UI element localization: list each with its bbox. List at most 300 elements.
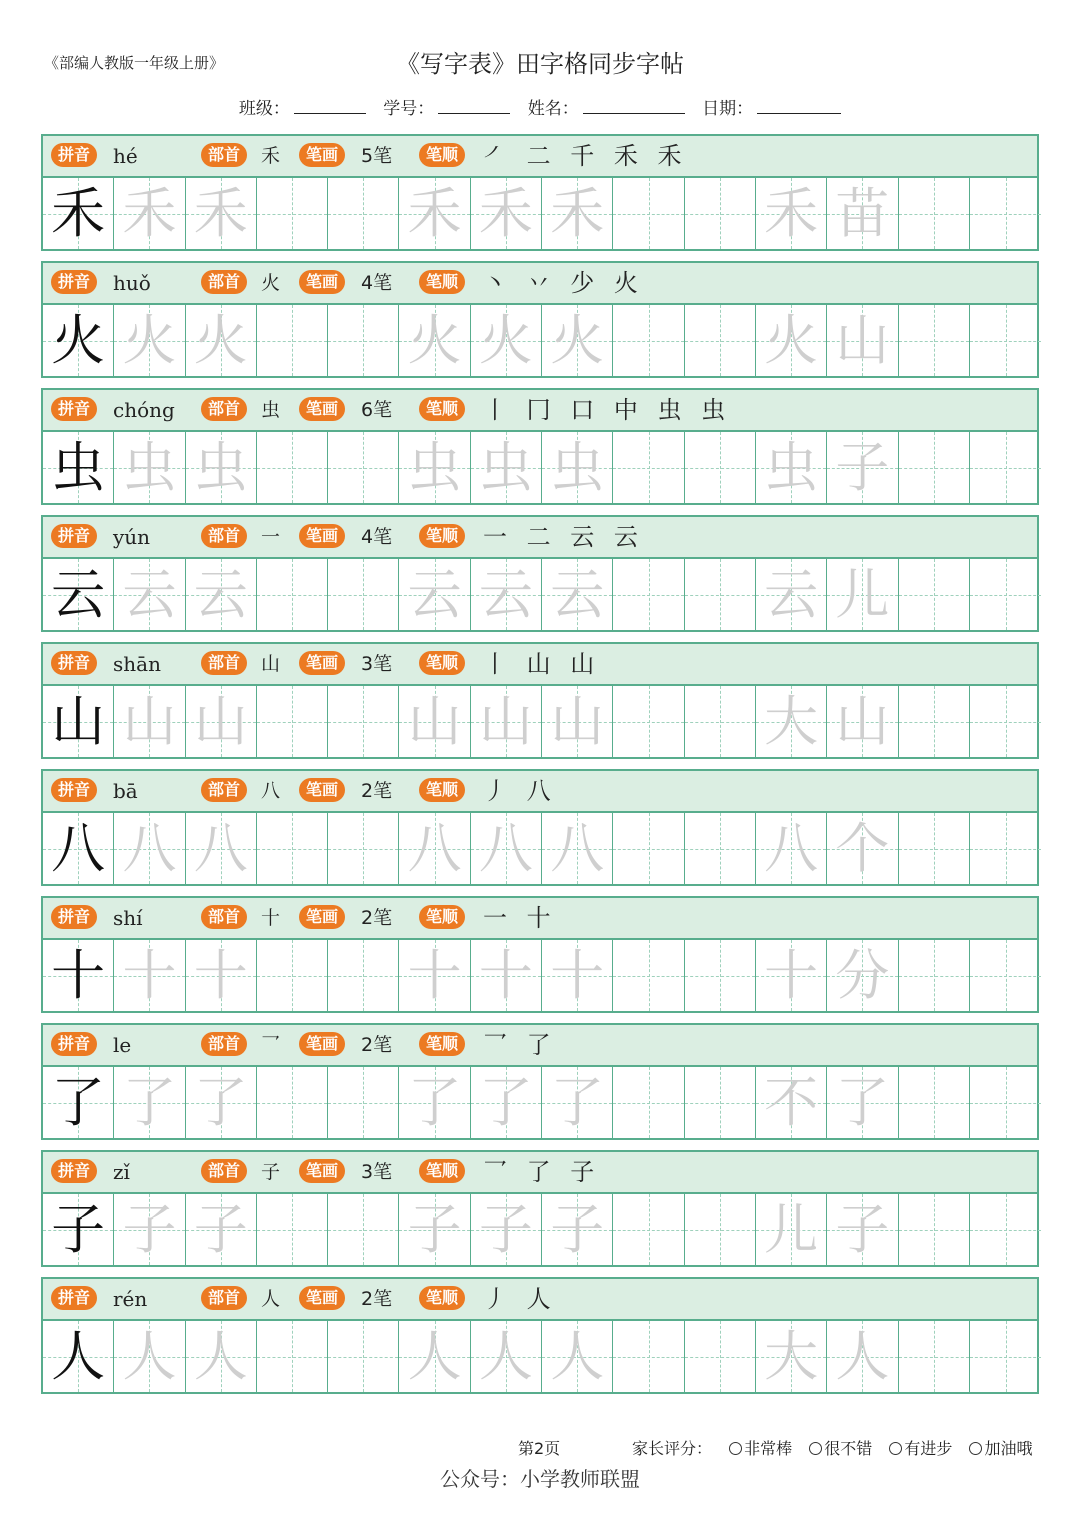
tian-grid-cell[interactable] — [186, 432, 257, 503]
tian-grid-cell[interactable] — [685, 559, 756, 630]
trace-character: 人 — [122, 1325, 177, 1388]
trace-character: 火 — [407, 309, 462, 372]
tian-grid-cell[interactable] — [827, 432, 898, 503]
page-title: 《写字表》田字格同步字帖 — [396, 50, 684, 78]
trace-character: 八 — [550, 817, 605, 880]
tian-grid-cell[interactable] — [613, 686, 684, 757]
tian-grid-cell[interactable] — [827, 1321, 898, 1392]
trace-character: 山 — [835, 690, 890, 753]
stroke-order-value: 丨 山 山 — [483, 650, 601, 678]
pinyin-badge: 拼音 — [51, 651, 97, 675]
trace-character: 山 — [407, 690, 462, 753]
radical-value: 虫 — [261, 399, 281, 421]
order-badge: 笔顺 — [419, 651, 465, 675]
writing-grid — [43, 559, 1037, 630]
tian-grid-cell[interactable] — [970, 813, 1041, 884]
tian-grid-cell[interactable] — [43, 305, 114, 376]
tian-grid-cell[interactable] — [970, 559, 1041, 630]
pinyin-value: rén — [113, 1287, 148, 1311]
strokes-badge: 笔画 — [299, 905, 345, 929]
writing-grid — [43, 813, 1037, 884]
tian-grid-cell[interactable] — [114, 305, 185, 376]
tian-grid-cell[interactable] — [756, 1067, 827, 1138]
strokes-badge: 笔画 — [299, 651, 345, 675]
tian-grid-cell[interactable] — [899, 305, 970, 376]
student-number-field[interactable] — [383, 94, 510, 119]
tian-grid-cell[interactable] — [114, 813, 185, 884]
parent-rating — [632, 1436, 1044, 1459]
trace-character: 云 — [478, 563, 533, 626]
radical-badge: 部首 — [201, 524, 247, 548]
pinyin-value: yún — [113, 525, 151, 549]
circle-icon — [889, 1442, 902, 1455]
tian-grid-cell[interactable] — [399, 305, 470, 376]
trace-character: 十 — [193, 944, 248, 1007]
tian-grid-cell[interactable] — [43, 1321, 114, 1392]
tian-grid-cell[interactable] — [899, 1194, 970, 1265]
writing-grid — [43, 686, 1037, 757]
trace-character: 了 — [550, 1071, 605, 1134]
tian-grid-cell[interactable] — [899, 686, 970, 757]
tian-grid-cell[interactable] — [685, 178, 756, 249]
tian-grid-cell[interactable] — [471, 432, 542, 503]
tian-grid-cell[interactable] — [827, 559, 898, 630]
tian-grid-cell[interactable] — [827, 1067, 898, 1138]
tian-grid-cell[interactable] — [114, 1194, 185, 1265]
order-badge: 笔顺 — [419, 524, 465, 548]
tian-grid-cell[interactable] — [899, 1067, 970, 1138]
trace-character: 虫 — [764, 436, 819, 499]
tian-grid-cell[interactable] — [899, 559, 970, 630]
tian-grid-cell[interactable] — [970, 940, 1041, 1011]
tian-grid-cell[interactable] — [756, 1194, 827, 1265]
trace-character: 虫 — [407, 436, 462, 499]
tian-grid-cell[interactable] — [970, 305, 1041, 376]
tian-grid-cell[interactable] — [399, 1194, 470, 1265]
tian-grid-cell[interactable] — [685, 1194, 756, 1265]
tian-grid-cell[interactable] — [328, 178, 399, 249]
tian-grid-cell[interactable] — [186, 1194, 257, 1265]
tian-grid-cell[interactable] — [114, 1321, 185, 1392]
tian-grid-cell[interactable] — [399, 1067, 470, 1138]
radical-value: 山 — [261, 653, 281, 675]
tian-grid-cell[interactable] — [257, 813, 328, 884]
tian-grid-cell[interactable] — [114, 686, 185, 757]
trace-character: 云 — [407, 563, 462, 626]
tian-grid-cell[interactable] — [471, 1321, 542, 1392]
tian-grid-cell[interactable] — [399, 432, 470, 503]
writing-grid — [43, 305, 1037, 376]
tian-grid-cell[interactable] — [613, 1067, 684, 1138]
tian-grid-cell[interactable] — [328, 1194, 399, 1265]
order-badge: 笔顺 — [419, 1032, 465, 1056]
trace-character: 了 — [122, 1071, 177, 1134]
writing-grid — [43, 432, 1037, 503]
tian-grid-cell[interactable] — [257, 178, 328, 249]
tian-grid-cell[interactable] — [186, 1067, 257, 1138]
trace-character: 分 — [835, 944, 890, 1007]
trace-character: 十 — [122, 944, 177, 1007]
trace-character: 人 — [478, 1325, 533, 1388]
tian-grid-cell[interactable] — [399, 686, 470, 757]
trace-character: 八 — [122, 817, 177, 880]
trace-character: 虫 — [478, 436, 533, 499]
tian-grid-cell[interactable] — [542, 1067, 613, 1138]
char-info-bar — [43, 390, 1037, 432]
tian-grid-cell[interactable] — [43, 178, 114, 249]
pinyin-value: le — [113, 1033, 132, 1057]
tian-grid-cell[interactable] — [471, 686, 542, 757]
trace-character: 禾 — [193, 182, 248, 245]
model-character: 人 — [51, 1325, 106, 1388]
strokes-badge: 笔画 — [299, 270, 345, 294]
practice-row — [41, 896, 1039, 1013]
tian-grid-cell[interactable] — [899, 813, 970, 884]
tian-grid-cell[interactable] — [613, 813, 684, 884]
model-character: 禾 — [51, 182, 106, 245]
trace-character: 子 — [550, 1198, 605, 1261]
tian-grid-cell[interactable] — [257, 940, 328, 1011]
strokes-value: 2笔 — [361, 780, 393, 802]
trace-character: 人 — [550, 1325, 605, 1388]
radical-value: 一 — [261, 526, 281, 548]
tian-grid-cell[interactable] — [471, 305, 542, 376]
tian-grid-cell[interactable] — [899, 1321, 970, 1392]
radical-badge: 部首 — [201, 397, 247, 421]
tian-grid-cell[interactable] — [257, 559, 328, 630]
tian-grid-cell[interactable] — [43, 686, 114, 757]
tian-grid-cell[interactable] — [257, 432, 328, 503]
practice-row — [41, 388, 1039, 505]
tian-grid-cell[interactable] — [685, 1067, 756, 1138]
radical-badge: 部首 — [201, 143, 247, 167]
tian-grid-cell[interactable] — [685, 940, 756, 1011]
trace-character: 禾 — [478, 182, 533, 245]
order-badge: 笔顺 — [419, 905, 465, 929]
practice-row — [41, 769, 1039, 886]
trace-character: 个 — [835, 817, 890, 880]
trace-character: 了 — [478, 1071, 533, 1134]
order-badge: 笔顺 — [419, 1286, 465, 1310]
tian-grid-cell[interactable] — [827, 813, 898, 884]
pinyin-badge: 拼音 — [51, 1032, 97, 1056]
tian-grid-cell[interactable] — [399, 813, 470, 884]
radical-badge: 部首 — [201, 1032, 247, 1056]
char-info-bar — [43, 263, 1037, 305]
strokes-value: 5笔 — [361, 145, 393, 167]
tian-grid-cell[interactable] — [613, 1321, 684, 1392]
tian-grid-cell[interactable] — [827, 1194, 898, 1265]
student-info-fields — [0, 94, 1080, 119]
tian-grid-cell[interactable] — [328, 686, 399, 757]
tian-grid-cell[interactable] — [827, 686, 898, 757]
tian-grid-cell[interactable] — [970, 1321, 1041, 1392]
writing-grid — [43, 940, 1037, 1011]
tian-grid-cell[interactable] — [613, 178, 684, 249]
tian-grid-cell[interactable] — [756, 559, 827, 630]
tian-grid-cell[interactable] — [827, 178, 898, 249]
trace-character: 禾 — [764, 182, 819, 245]
tian-grid-cell[interactable] — [399, 1321, 470, 1392]
tian-grid-cell[interactable] — [542, 305, 613, 376]
tian-grid-cell[interactable] — [43, 940, 114, 1011]
date-field-label: 日期： — [702, 99, 754, 119]
trace-character: 虫 — [122, 436, 177, 499]
tian-grid-cell[interactable] — [613, 1194, 684, 1265]
tian-grid-cell[interactable] — [114, 1067, 185, 1138]
char-info-bar — [43, 898, 1037, 940]
tian-grid-cell[interactable] — [613, 432, 684, 503]
tian-grid-cell[interactable] — [542, 178, 613, 249]
tian-grid-cell[interactable] — [899, 940, 970, 1011]
tian-grid-cell[interactable] — [257, 1067, 328, 1138]
tian-grid-cell[interactable] — [257, 305, 328, 376]
tian-grid-cell[interactable] — [43, 1067, 114, 1138]
tian-grid-cell[interactable] — [756, 178, 827, 249]
tian-grid-cell[interactable] — [328, 1321, 399, 1392]
practice-row — [41, 134, 1039, 251]
tian-grid-cell[interactable] — [542, 686, 613, 757]
tian-grid-cell[interactable] — [542, 1194, 613, 1265]
tian-grid-cell[interactable] — [899, 432, 970, 503]
trace-character: 了 — [835, 1071, 890, 1134]
char-info-bar — [43, 1025, 1037, 1067]
pinyin-badge: 拼音 — [51, 524, 97, 548]
tian-grid-cell[interactable] — [399, 559, 470, 630]
strokes-badge: 笔画 — [299, 1286, 345, 1310]
radical-value: 乛 — [261, 1034, 281, 1056]
radical-value: 人 — [261, 1288, 281, 1310]
rating-option[interactable]: 加油哦 — [969, 1439, 1032, 1458]
radical-value: 八 — [261, 780, 281, 802]
page-number: 第2页 — [518, 1439, 561, 1458]
trace-character: 云 — [550, 563, 605, 626]
radical-value: 十 — [261, 907, 281, 929]
radical-badge: 部首 — [201, 1286, 247, 1310]
trace-character: 了 — [407, 1071, 462, 1134]
pinyin-value: shān — [113, 652, 161, 676]
trace-character: 火 — [122, 309, 177, 372]
tian-grid-cell[interactable] — [970, 432, 1041, 503]
date-field[interactable] — [702, 94, 841, 119]
trace-character: 人 — [407, 1325, 462, 1388]
tian-grid-cell[interactable] — [542, 1321, 613, 1392]
trace-character: 云 — [193, 563, 248, 626]
tian-grid-cell[interactable] — [257, 1321, 328, 1392]
model-character: 火 — [51, 309, 106, 372]
practice-row — [41, 261, 1039, 378]
tian-grid-cell[interactable] — [257, 1194, 328, 1265]
stroke-order-value: 一 二 云 云 — [483, 523, 644, 551]
tian-grid-cell[interactable] — [542, 432, 613, 503]
tian-grid-cell[interactable] — [471, 559, 542, 630]
writing-grid — [43, 178, 1037, 249]
pinyin-badge: 拼音 — [51, 778, 97, 802]
practice-row — [41, 1023, 1039, 1140]
tian-grid-cell[interactable] — [685, 686, 756, 757]
tian-grid-cell[interactable] — [685, 1321, 756, 1392]
strokes-value: 6笔 — [361, 399, 393, 421]
tian-grid-cell[interactable] — [970, 178, 1041, 249]
char-info-bar — [43, 1152, 1037, 1194]
tian-grid-cell[interactable] — [827, 940, 898, 1011]
stroke-order-value: 丨 冂 口 中 虫 虫 — [483, 396, 732, 424]
pinyin-badge: 拼音 — [51, 1286, 97, 1310]
rating-option[interactable]: 很不错 — [809, 1439, 872, 1458]
tian-grid-cell[interactable] — [328, 432, 399, 503]
stroke-order-value: 乛 了 — [483, 1031, 557, 1059]
pinyin-badge: 拼音 — [51, 143, 97, 167]
tian-grid-cell[interactable] — [685, 432, 756, 503]
trace-character: 火 — [550, 309, 605, 372]
tian-grid-cell[interactable] — [471, 178, 542, 249]
trace-character: 山 — [122, 690, 177, 753]
tian-grid-cell[interactable] — [471, 813, 542, 884]
name-field[interactable] — [528, 94, 685, 119]
tian-grid-cell[interactable] — [186, 1321, 257, 1392]
trace-character: 儿 — [835, 563, 890, 626]
trace-character: 子 — [835, 1198, 890, 1261]
rating-option[interactable]: 非常棒 — [729, 1439, 792, 1458]
tian-grid-cell[interactable] — [542, 559, 613, 630]
trace-character: 儿 — [764, 1198, 819, 1261]
tian-grid-cell[interactable] — [685, 813, 756, 884]
trace-character: 云 — [764, 563, 819, 626]
strokes-badge: 笔画 — [299, 778, 345, 802]
tian-grid-cell[interactable] — [970, 686, 1041, 757]
trace-character: 禾 — [122, 182, 177, 245]
trace-character: 八 — [407, 817, 462, 880]
strokes-badge: 笔画 — [299, 1032, 345, 1056]
tian-grid-cell[interactable] — [542, 813, 613, 884]
tian-grid-cell[interactable] — [328, 559, 399, 630]
char-info-bar — [43, 517, 1037, 559]
radical-badge: 部首 — [201, 651, 247, 675]
stroke-order-value: 乛 了 子 — [483, 1158, 601, 1186]
edition-label: 《部编人教版一年级上册》 — [44, 54, 225, 72]
tian-grid-cell[interactable] — [114, 940, 185, 1011]
tian-grid-cell[interactable] — [186, 813, 257, 884]
model-character: 十 — [51, 944, 106, 1007]
tian-grid-cell[interactable] — [613, 559, 684, 630]
tian-grid-cell[interactable] — [43, 813, 114, 884]
trace-character: 苗 — [835, 182, 890, 245]
tian-grid-cell[interactable] — [114, 559, 185, 630]
strokes-value: 2笔 — [361, 907, 393, 929]
model-character: 子 — [51, 1198, 106, 1261]
pinyin-badge: 拼音 — [51, 905, 97, 929]
trace-character: 八 — [764, 817, 819, 880]
tian-grid-cell[interactable] — [756, 1321, 827, 1392]
account-name: 公众号：小学教师联盟 — [440, 1467, 640, 1491]
tian-grid-cell[interactable] — [542, 940, 613, 1011]
trace-character: 八 — [478, 817, 533, 880]
tian-grid-cell[interactable] — [613, 940, 684, 1011]
radical-value: 火 — [261, 272, 281, 294]
trace-character: 八 — [193, 817, 248, 880]
tian-grid-cell[interactable] — [827, 305, 898, 376]
tian-grid-cell[interactable] — [471, 1194, 542, 1265]
radical-value: 子 — [261, 1161, 281, 1183]
tian-grid-cell[interactable] — [471, 1067, 542, 1138]
tian-grid-cell[interactable] — [114, 432, 185, 503]
tian-grid-cell[interactable] — [756, 813, 827, 884]
trace-character: 不 — [764, 1071, 819, 1134]
trace-character: 大 — [764, 690, 819, 753]
practice-row — [41, 1277, 1039, 1394]
tian-grid-cell[interactable] — [257, 686, 328, 757]
circle-icon — [969, 1442, 982, 1455]
tian-grid-cell[interactable] — [186, 305, 257, 376]
model-character: 八 — [51, 817, 106, 880]
tian-grid-cell[interactable] — [899, 178, 970, 249]
strokes-value: 4笔 — [361, 526, 393, 548]
class-field[interactable] — [239, 94, 366, 119]
radical-badge: 部首 — [201, 270, 247, 294]
tian-grid-cell[interactable] — [613, 305, 684, 376]
trace-character: 子 — [407, 1198, 462, 1261]
tian-grid-cell[interactable] — [186, 559, 257, 630]
tian-grid-cell[interactable] — [186, 178, 257, 249]
rating-option[interactable]: 有进步 — [889, 1439, 952, 1458]
tian-grid-cell[interactable] — [970, 1067, 1041, 1138]
stroke-order-value: 丶 丷 少 火 — [483, 269, 644, 297]
tian-grid-cell[interactable] — [43, 1194, 114, 1265]
order-badge: 笔顺 — [419, 397, 465, 421]
pinyin-value: bā — [113, 779, 138, 803]
pinyin-value: hé — [113, 144, 138, 168]
strokes-value: 3笔 — [361, 653, 393, 675]
tian-grid-cell[interactable] — [970, 1194, 1041, 1265]
trace-character: 人 — [193, 1325, 248, 1388]
tian-grid-cell[interactable] — [399, 178, 470, 249]
tian-grid-cell[interactable] — [328, 813, 399, 884]
trace-character: 十 — [550, 944, 605, 1007]
pinyin-badge: 拼音 — [51, 397, 97, 421]
tian-grid-cell[interactable] — [328, 305, 399, 376]
rating-label: 家长评分： — [632, 1439, 713, 1458]
tian-grid-cell[interactable] — [685, 305, 756, 376]
pinyin-badge: 拼音 — [51, 1159, 97, 1183]
tian-grid-cell[interactable] — [43, 559, 114, 630]
tian-grid-cell[interactable] — [114, 178, 185, 249]
order-badge: 笔顺 — [419, 143, 465, 167]
circle-icon — [729, 1442, 742, 1455]
tian-grid-cell[interactable] — [756, 432, 827, 503]
pinyin-value: chóng — [113, 398, 175, 422]
trace-character: 云 — [122, 563, 177, 626]
trace-character: 子 — [193, 1198, 248, 1261]
tian-grid-cell[interactable] — [186, 686, 257, 757]
trace-character: 山 — [478, 690, 533, 753]
tian-grid-cell[interactable] — [328, 940, 399, 1011]
tian-grid-cell[interactable] — [471, 940, 542, 1011]
tian-grid-cell[interactable] — [43, 432, 114, 503]
tian-grid-cell[interactable] — [328, 1067, 399, 1138]
model-character: 云 — [51, 563, 106, 626]
tian-grid-cell[interactable] — [756, 305, 827, 376]
tian-grid-cell[interactable] — [756, 940, 827, 1011]
tian-grid-cell[interactable] — [399, 940, 470, 1011]
tian-grid-cell[interactable] — [756, 686, 827, 757]
practice-row — [41, 1150, 1039, 1267]
trace-character: 火 — [478, 309, 533, 372]
trace-character: 人 — [835, 1325, 890, 1388]
writing-grid — [43, 1194, 1037, 1265]
char-info-bar — [43, 644, 1037, 686]
tian-grid-cell[interactable] — [186, 940, 257, 1011]
trace-character: 山 — [835, 309, 890, 372]
